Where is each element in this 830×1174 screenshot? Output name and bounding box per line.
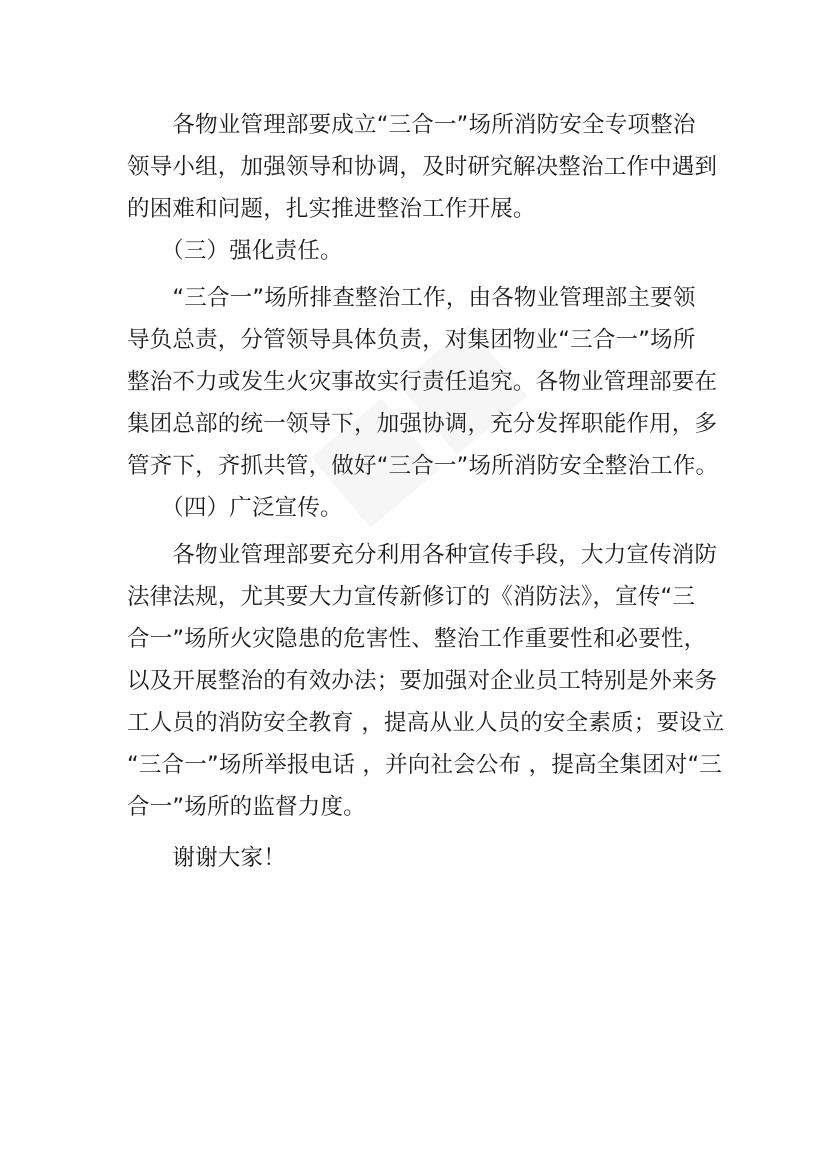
text-line: 导负总责，分管领导具体负责，对集团物业“三合一”场所	[127, 327, 696, 353]
text-line: 集团总部的统一领导下，加强协调，充分发挥职能作用，多	[127, 411, 718, 437]
text-line: 法律法规，尤其要大力宣传新修订的《消防法》，宣传“三	[127, 584, 696, 610]
text-line: 整治不力或发生火灾事故实行责任追究。各物业管理部要在	[127, 369, 718, 395]
text-line: 管齐下，齐抓共管，做好“三合一”场所消防安全整治工作。	[127, 453, 719, 479]
text-line: 合一”场所火灾隐患的危害性、整治工作重要性和必要性，	[127, 626, 707, 652]
text-line: 工人员的消防安全教育 ，提高从业人员的安全素质；要设立	[127, 710, 725, 736]
text-line: 各物业管理部要成立“三合一”场所消防安全专项整治	[127, 112, 696, 138]
text-line: 领导小组，加强领导和协调，及时研究解决整治工作中遇到	[127, 154, 718, 180]
text-line: “三合一”场所排查整治工作，由各物业管理部主要领	[127, 285, 696, 311]
closing-line: 谢谢大家！	[127, 845, 286, 871]
section-heading: （三）强化责任。	[127, 238, 343, 264]
text-line: 以及开展整治的有效办法；要加强对企业员工特别是外来务	[127, 668, 718, 694]
text-line: 的困难和问题，扎实推进整治工作开展。	[127, 196, 536, 222]
section-heading: （四）广泛宣传。	[127, 495, 343, 521]
text-line: 各物业管理部要充分利用各种宣传手段，大力宣传消防	[127, 542, 718, 568]
text-line: “三合一”场所举报电话 ，并向社会公布 ，提高全集团对“三	[127, 752, 723, 778]
text-line: 合一”场所的监督力度。	[127, 794, 366, 820]
